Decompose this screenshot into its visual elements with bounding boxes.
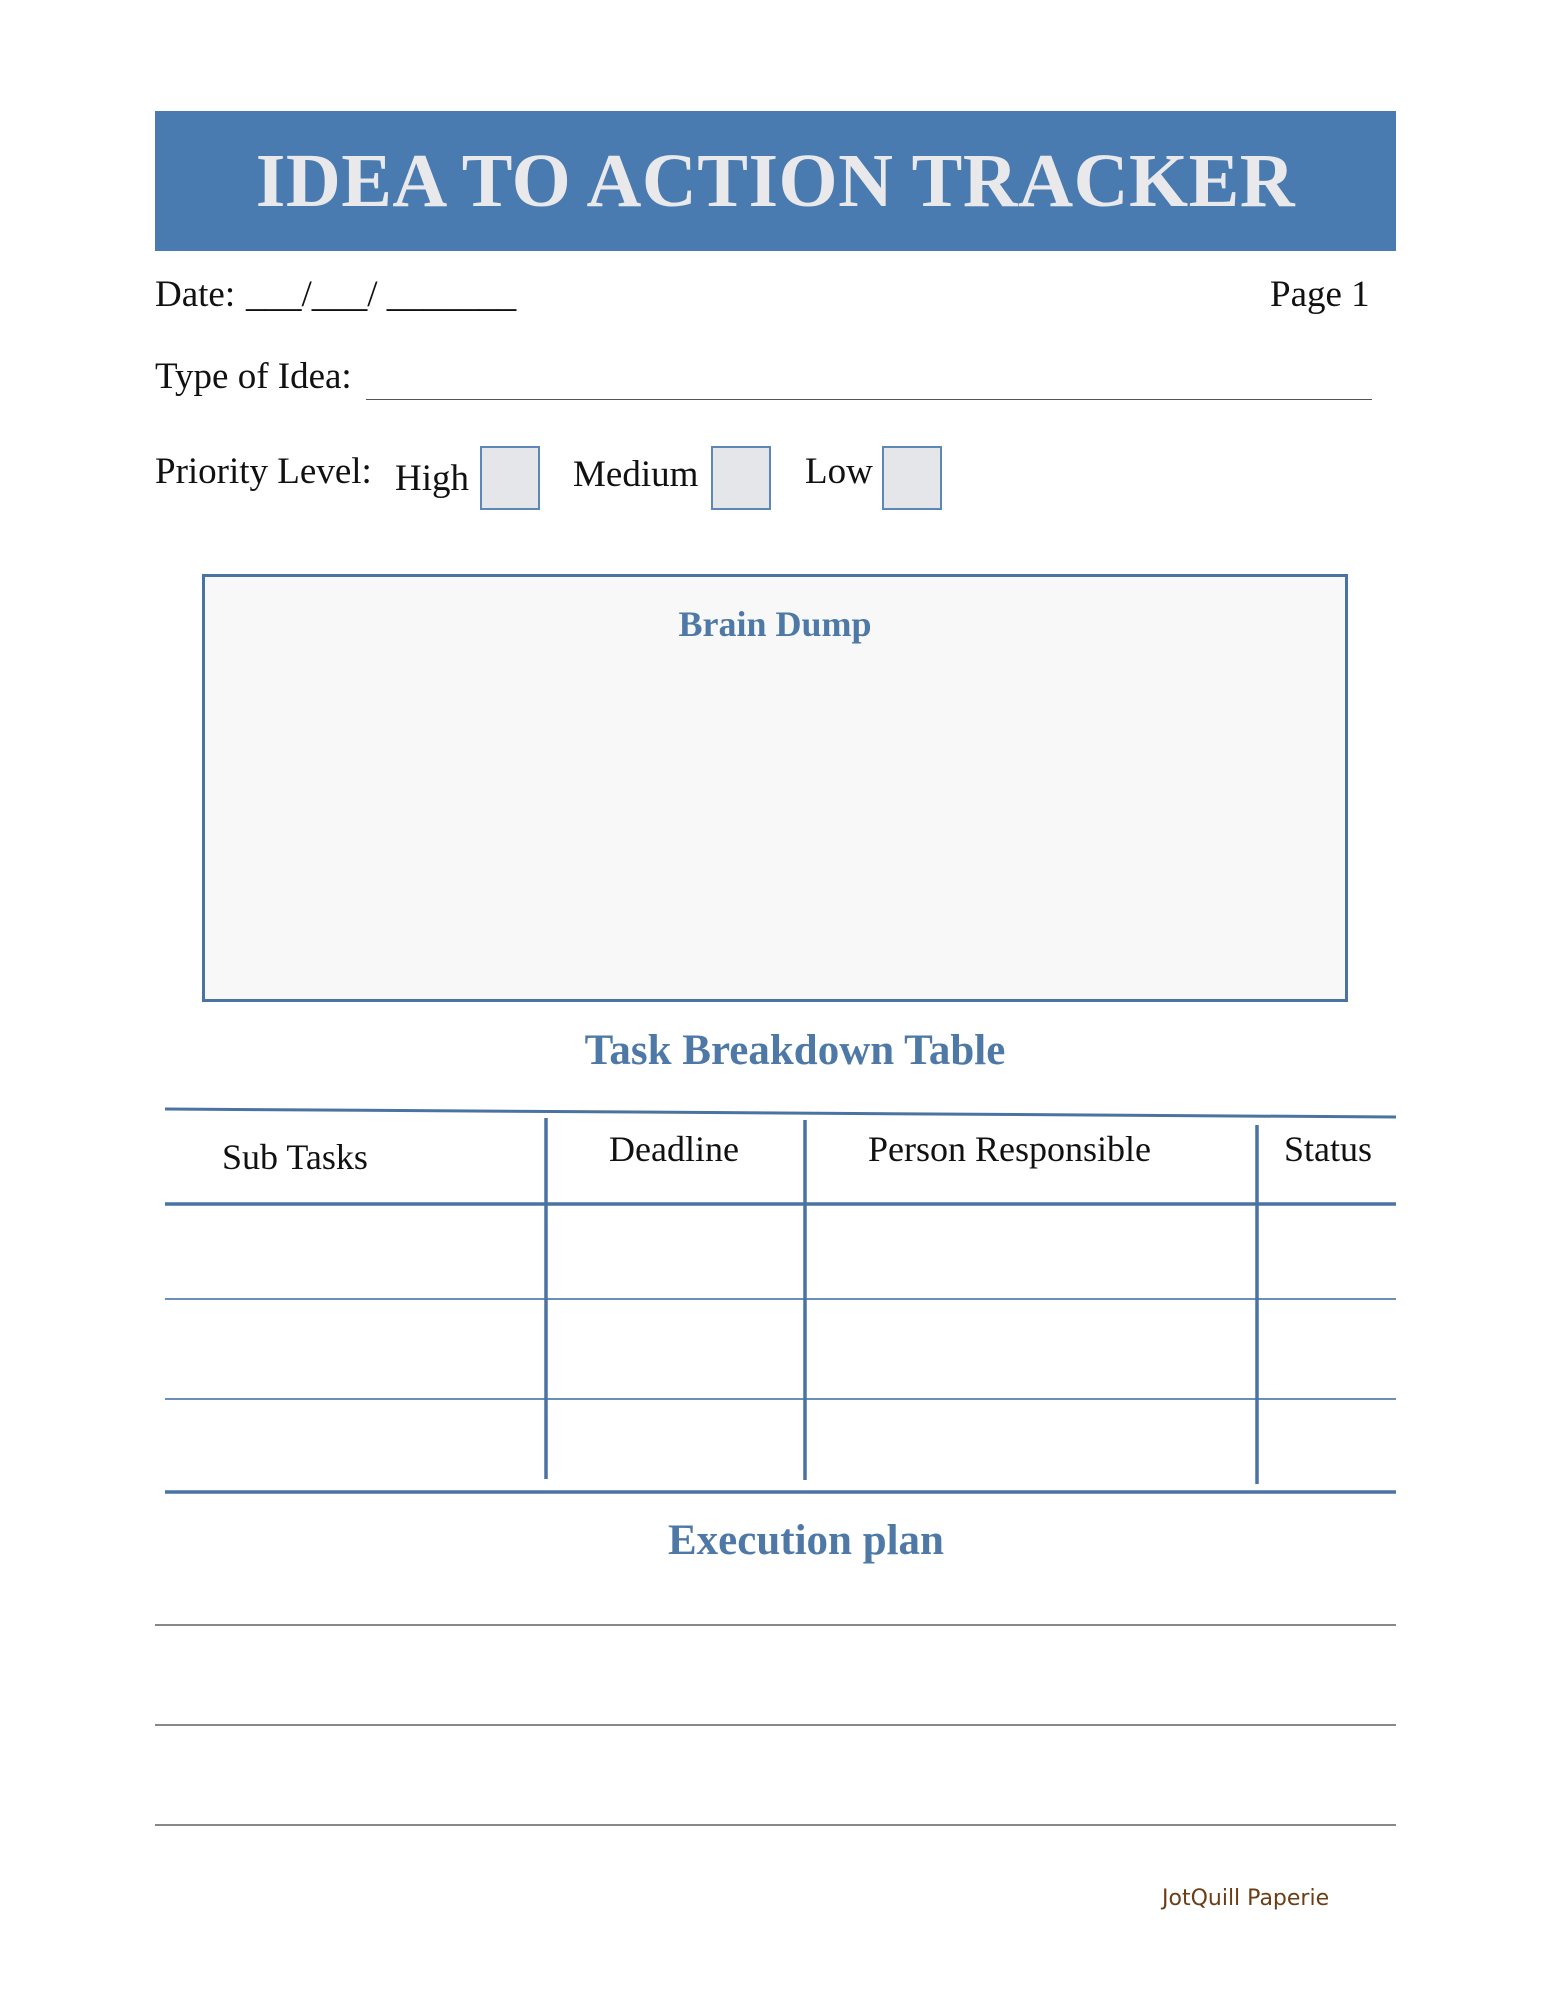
table-cell[interactable] xyxy=(807,1206,1256,1298)
table-cell[interactable] xyxy=(1259,1401,1395,1491)
execution-plan-line[interactable] xyxy=(155,1824,1396,1826)
column-header-sub-tasks: Sub Tasks xyxy=(222,1137,368,1177)
brain-dump-title: Brain Dump xyxy=(678,604,872,644)
type-of-idea-label: Type of Idea: xyxy=(155,356,352,397)
page-number: Page 1 xyxy=(1270,274,1370,315)
execution-plan-line[interactable] xyxy=(155,1724,1396,1726)
table-cell[interactable] xyxy=(548,1401,804,1491)
table-cell[interactable] xyxy=(548,1206,804,1298)
type-of-idea-field[interactable] xyxy=(366,399,1372,400)
table-cell[interactable] xyxy=(807,1301,1256,1398)
priority-low-checkbox[interactable] xyxy=(882,446,942,510)
priority-medium-label: Medium xyxy=(573,454,699,495)
column-header-person-responsible: Person Responsible xyxy=(868,1129,1151,1169)
priority-label: Priority Level: xyxy=(155,451,372,492)
table-cell[interactable] xyxy=(165,1301,545,1398)
priority-high-checkbox[interactable] xyxy=(480,446,540,510)
brain-dump-box[interactable] xyxy=(202,574,1348,1002)
table-cell[interactable] xyxy=(165,1401,545,1491)
table-cell[interactable] xyxy=(165,1206,545,1298)
column-header-status: Status xyxy=(1284,1129,1373,1169)
priority-low-label: Low xyxy=(805,451,873,492)
table-cell[interactable] xyxy=(1259,1301,1395,1398)
priority-medium-checkbox[interactable] xyxy=(711,446,771,510)
execution-plan-heading: Execution plan xyxy=(668,1517,944,1564)
date-label: Date: xyxy=(155,274,236,315)
date-field[interactable]: ___/___/ _______ xyxy=(246,274,517,315)
title-banner xyxy=(155,111,1396,251)
column-header-deadline: Deadline xyxy=(609,1129,739,1169)
table-cell[interactable] xyxy=(807,1401,1256,1491)
brand-footer: JotQuill Paperie xyxy=(1162,1886,1330,1911)
priority-high-label: High xyxy=(395,458,469,499)
table-top-border xyxy=(165,1109,1396,1117)
table-cell[interactable] xyxy=(1259,1206,1395,1298)
execution-plan-line[interactable] xyxy=(155,1624,1396,1626)
table-cell[interactable] xyxy=(548,1301,804,1398)
page-title: IDEA TO ACTION TRACKER xyxy=(255,138,1296,223)
task-table-heading: Task Breakdown Table xyxy=(584,1027,1006,1074)
